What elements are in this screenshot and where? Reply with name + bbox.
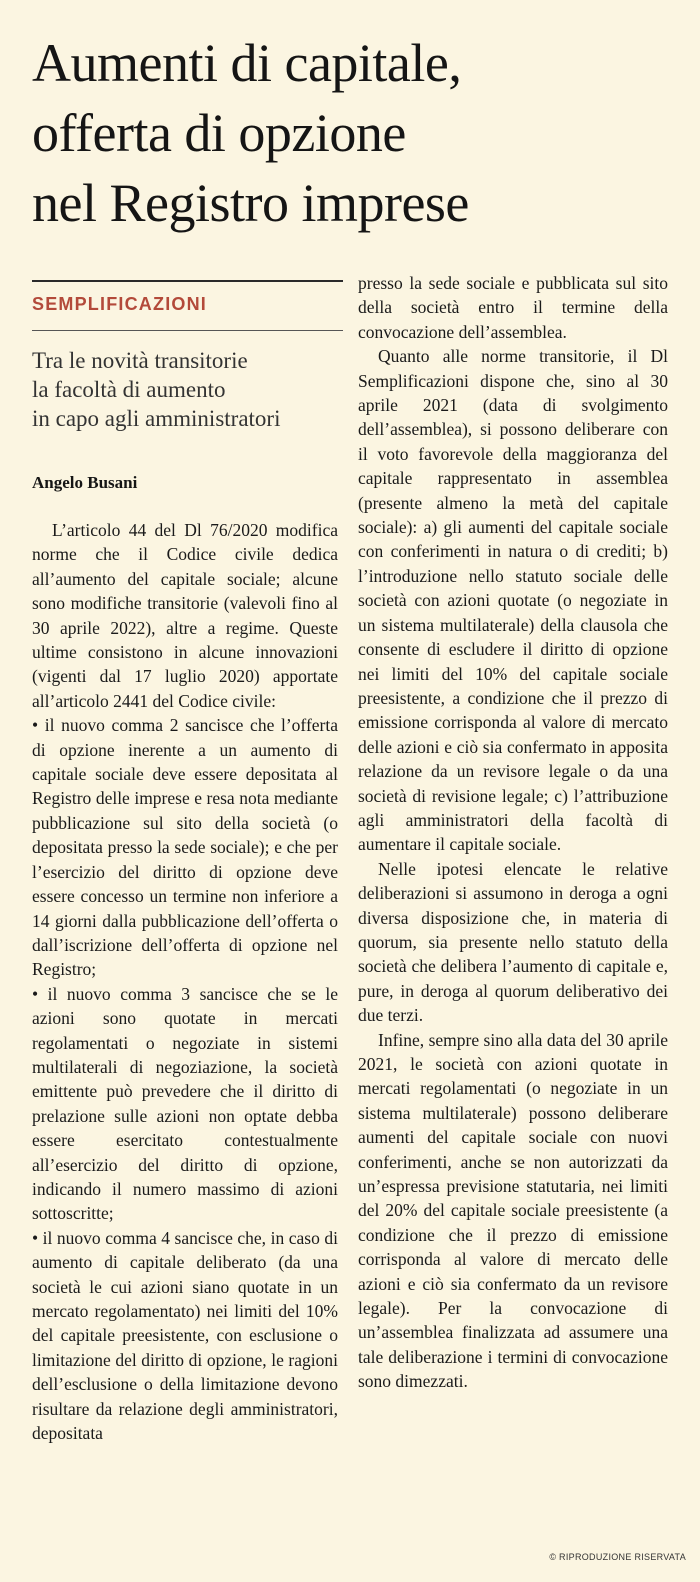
- paragraph: presso la sede sociale e pubblicata sul sito della società entro il termine della convocazione dell’assemblea.: [358, 273, 668, 342]
- article-title: [32, 28, 682, 238]
- summary-line: la facoltà di aumento: [32, 377, 226, 402]
- author-byline: Angelo Busani: [32, 473, 138, 492]
- section-kicker: SEMPLIFICAZIONI: [32, 294, 207, 314]
- kicker-divider: [32, 330, 343, 331]
- left-column: [32, 518, 338, 1445]
- paragraph: Infine, sempre sino alla data del 30 aprile 2021, le società con azioni quotate in mercati regolamentati (o negoziate in un sistema multilaterale) possono deliberare aumenti del capitale sociale con nuovi conferimenti, anche se non autorizzati da un’espressa previsione statutaria, nei limiti del 20% del capitale sociale preesistente (a condizione che il prezzo di emissione corrisponda al valore di mercato delle azioni e ciò sia confermato da un revisore legale). Per la convocazione di un’assemblea finalizzata ad assumere una tale deliberazione i termini di convocazione sono dimezzati.: [358, 1029, 668, 1392]
- article-summary: [32, 346, 347, 433]
- title-line: Aumenti di capitale,: [32, 33, 462, 93]
- summary-line: Tra le novità transitorie: [32, 348, 248, 373]
- bullet-paragraph: • il nuovo comma 3 sancisce che se le azioni sono quotate in mercati regolamentati o negoziate in sistemi multilaterali di negoziazione, la società emittente può prevedere che il diritto di prelazione sulle azioni non optate debba essere esercitato contestualmente all’esercizio del diritto di opzione, indicando il numero massimo di azioni sottoscritte;: [32, 983, 338, 1224]
- paragraph: Quanto alle norme transitorie, il Dl Semplificazioni dispone che, sino al 30 aprile 2021 (data di svolgimento dell’assemblea), si possono deliberare con il voto favorevole della maggioranza del capitale rappresentato in assemblea (presente almeno la metà del capitale sociale): a) gli aumenti del capitale sociale con conferimenti in natura o di crediti; b) l’introduzione nello statuto sociale delle società con azioni quotate (o negoziate in un sistema multilaterale) della clausola che consente di escludere il diritto di opzione nei limiti del 10% del capitale sociale preesistente, a condizione che il prezzo di emissione corrisponda al valore di mercato delle azioni e ciò sia confermato in apposita relazione da un revisore legale o da una società di revisione legale; c) l’attribuzione agli amministratori della facoltà di aumentare il capitale sociale.: [358, 346, 668, 855]
- title-line: offerta di opzione: [32, 103, 406, 163]
- right-column: [358, 271, 668, 1394]
- copyright-notice: © RIPRODUZIONE RISERVATA: [549, 1552, 686, 1562]
- paragraph: L’articolo 44 del Dl 76/2020 modifica norme che il Codice civile dedica all’aumento del capitale sociale; alcune sono modifiche transitorie (valevoli fino al 30 aprile 2022), altre a regime. Queste ultime consistono in alcune innovazioni (vigenti dal 17 luglio 2020) apportate all’articolo 2441 del Codice civile:: [32, 520, 338, 711]
- section-divider: [32, 280, 343, 282]
- title-line: nel Registro imprese: [32, 173, 469, 233]
- bullet-paragraph: • il nuovo comma 2 sancisce che l’offerta di opzione inerente a un aumento di capitale sociale deve essere depositata al Registro delle imprese e resa nota mediante pubblicazione sul sito della società (o depositata presso la sede sociale); e che per l’esercizio del diritto di opzione deve essere concesso un termine non inferiore a 14 giorni dalla pubblicazione dell’offerta o dall’iscrizione dell’offerta di opzione nel Registro;: [32, 715, 338, 980]
- summary-line: in capo agli amministratori: [32, 406, 281, 431]
- paragraph: Nelle ipotesi elencate le relative deliberazioni si assumono in deroga a ogni diversa disposizione che, in materia di quorum, sia presente nello statuto della società che delibera l’aumento di capitale e, pure, in deroga al quorum deliberativo dei due terzi.: [358, 858, 668, 1026]
- bullet-paragraph: • il nuovo comma 4 sancisce che, in caso di aumento di capitale deliberato (da una società le cui azioni siano quotate in un mercato regolamentato) nei limiti del 10% del capitale preesistente, con esclusione o limitazione del diritto di opzione, le ragioni dell’esclusione o della limitazione devono risultare da relazione degli amministratori, depositata: [32, 1227, 338, 1444]
